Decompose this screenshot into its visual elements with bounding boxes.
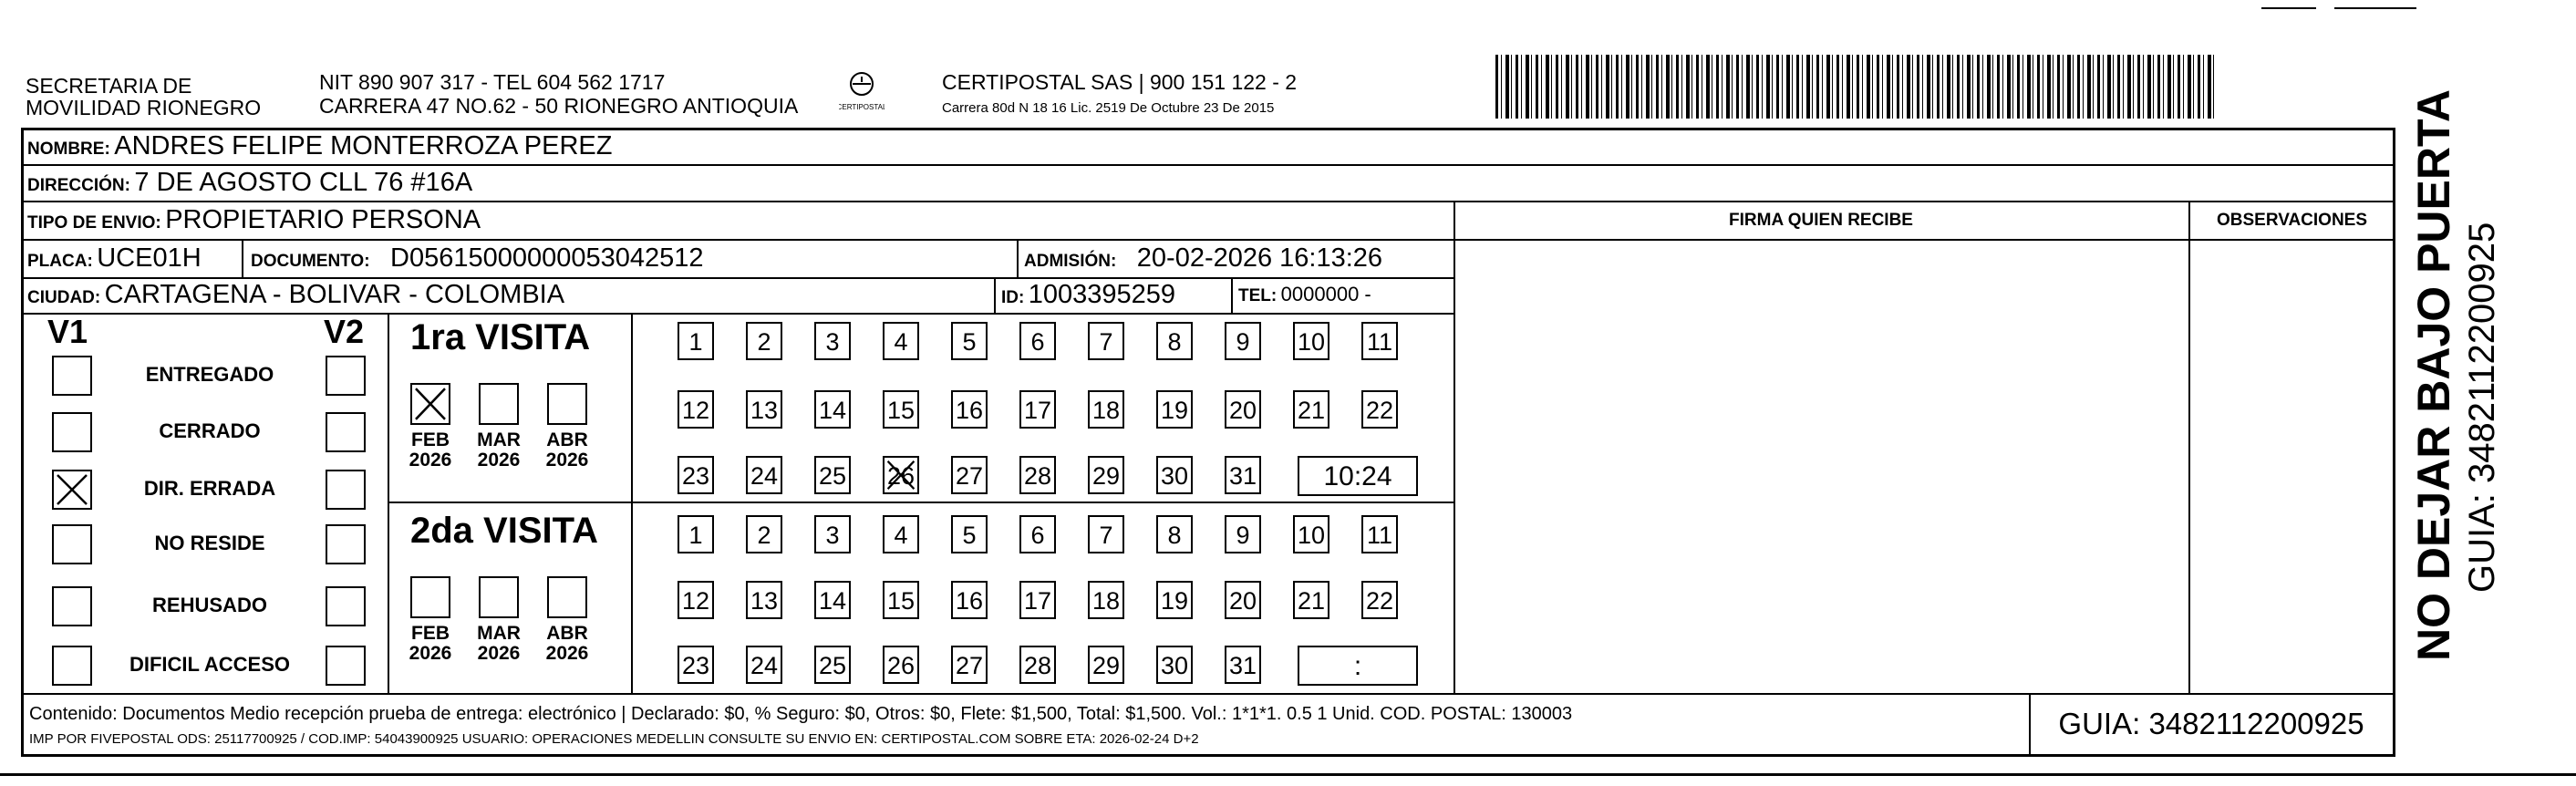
observations-header: OBSERVACIONES [2216, 211, 2368, 230]
month-label: ABR 2026 [545, 623, 589, 664]
first-visit-day[interactable]: 27 [951, 456, 988, 494]
signature-header: FIRMA QUIEN RECIBE [1729, 211, 1913, 230]
content-line: Contenido: Documentos Medio recepción prueba de entrega: electrónico | Declarado: $0, % Seguro: $0, Otros: $0, Flete: $1,500, Total: $1,500. Vol.: 1*1*1. 0.5 1 Unid. COD. POSTAL: 130003 [29, 704, 1573, 724]
v2-checkbox[interactable] [326, 470, 366, 510]
v2-checkbox[interactable] [326, 586, 366, 626]
admission-value: 20-02-2026 16:13:26 [1136, 243, 1383, 273]
month-label: FEB 2026 [409, 429, 452, 471]
first-visit-day[interactable]: 26 [883, 456, 919, 494]
second-visit-day[interactable]: 13 [746, 581, 782, 619]
corner-mark [2261, 7, 2316, 9]
city-value: CARTAGENA - BOLIVAR - COLOMBIA [104, 280, 565, 309]
rule [2394, 164, 2395, 693]
first-visit-day[interactable]: 22 [1361, 390, 1398, 429]
first-visit-title: 1ra VISITA [410, 317, 591, 357]
second-visit-day[interactable]: 6 [1019, 515, 1056, 553]
rule [388, 313, 389, 693]
entity-line1: SECRETARIA DE [26, 74, 192, 98]
name-row [27, 131, 613, 165]
second-visit-day[interactable]: 23 [678, 646, 714, 684]
address-label: DIRECCIÓN: [27, 176, 130, 195]
recipient-name: ANDRES FELIPE MONTERROZA PEREZ [114, 131, 613, 160]
logo-text: CERTIPOSTAL [839, 103, 885, 111]
admission-cell [1024, 243, 1382, 277]
certipostal-logo [839, 69, 885, 115]
v1-checkbox[interactable] [52, 356, 92, 396]
side-instruction: NO DEJAR BAJO PUERTA [2408, 89, 2459, 661]
first-visit-day[interactable]: 29 [1088, 456, 1124, 494]
address-line: CARRERA 47 NO.62 - 50 RIONEGRO ANTIOQUIA [319, 94, 799, 118]
document-label: DOCUMENTO: [251, 252, 370, 271]
second-visit-day[interactable]: 16 [951, 581, 988, 619]
first-visit-day[interactable]: 11 [1361, 322, 1398, 360]
city-cell [27, 280, 564, 314]
second-visit-day[interactable]: 25 [814, 646, 851, 684]
second-visit-day[interactable]: 5 [951, 515, 988, 553]
company-line: CERTIPOSTAL SAS | 900 151 122 - 2 [942, 70, 1298, 94]
first-visit-day[interactable]: 28 [1019, 456, 1056, 494]
imp-line: IMP POR FIVEPOSTAL ODS: 25117700925 / COD.IMP: 54043900925 USUARIO: OPERACIONES MEDELLIN CONSULTE SU ENVIO EN: CERTIPOSTAL.COM SOBRE ETA: 2026-02-24 D+2 [29, 731, 1199, 747]
second-visit-day[interactable]: 11 [1361, 515, 1398, 553]
v1-checkbox[interactable] [52, 586, 92, 626]
v2-checkbox[interactable] [326, 524, 366, 564]
rule [2188, 201, 2190, 693]
second-visit-day[interactable]: 29 [1088, 646, 1124, 684]
rule [21, 277, 1454, 279]
v2-label: V2 [324, 313, 365, 350]
first-visit-day[interactable]: 6 [1019, 322, 1056, 360]
license-line: Carrera 80d N 18 16 Lic. 2519 De Octubre 23 De 2015 [942, 100, 1275, 116]
status-label: REHUSADO [152, 594, 267, 616]
first-visit-day[interactable]: 7 [1088, 322, 1124, 360]
id-cell [1001, 280, 1175, 314]
first-visit-time[interactable]: 10:24 [1298, 456, 1418, 496]
first-visit-day[interactable]: 12 [678, 390, 714, 429]
rule [631, 313, 633, 693]
rule [0, 773, 2576, 776]
second-visit-title: 2da VISITA [410, 511, 598, 551]
type-row [27, 205, 481, 239]
first-visit-day[interactable]: 3 [814, 322, 851, 360]
entity-line2: MOVILIDAD RIONEGRO [26, 96, 262, 119]
first-visit-month-checkbox[interactable] [410, 383, 450, 425]
rule [1017, 239, 1019, 277]
first-visit-day[interactable]: 5 [951, 322, 988, 360]
rule [1231, 277, 1233, 313]
tel-value: 0000000 - [1280, 283, 1371, 305]
first-visit-day[interactable]: 16 [951, 390, 988, 429]
second-visit-day[interactable]: 9 [1225, 515, 1261, 553]
month-label: ABR 2026 [545, 429, 589, 471]
plate-value: UCE01H [97, 243, 202, 273]
v1-checkbox[interactable] [52, 412, 92, 452]
first-visit-day[interactable]: 10 [1293, 322, 1329, 360]
second-visit-day[interactable]: 10 [1293, 515, 1329, 553]
status-label: ENTREGADO [145, 363, 274, 386]
v2-checkbox[interactable] [326, 356, 366, 396]
second-visit-day[interactable]: 18 [1088, 581, 1124, 619]
type-label: TIPO DE ENVIO: [27, 213, 161, 233]
second-visit-day[interactable]: 24 [746, 646, 782, 684]
side-guide: GUIA: 3482112200925 [2462, 222, 2502, 593]
first-visit-day[interactable]: 19 [1156, 390, 1193, 429]
status-label: DIFICIL ACCESO [129, 653, 290, 676]
month-label: MAR 2026 [477, 623, 521, 664]
id-value: 1003395259 [1028, 280, 1176, 309]
status-label: CERRADO [159, 419, 261, 442]
second-visit-day[interactable]: 31 [1225, 646, 1261, 684]
month-label: MAR 2026 [477, 429, 521, 471]
city-label: CIUDAD: [27, 288, 101, 307]
second-visit-day[interactable]: 4 [883, 515, 919, 553]
footer-guide: GUIA: 3482112200925 [2058, 707, 2364, 740]
shipment-type: PROPIETARIO PERSONA [165, 205, 481, 234]
rule [242, 239, 243, 277]
barcode [1495, 55, 2216, 119]
second-visit-day[interactable]: 19 [1156, 581, 1193, 619]
first-visit-day[interactable]: 15 [883, 390, 919, 429]
first-visit-day[interactable]: 20 [1225, 390, 1261, 429]
v1-checkbox[interactable] [52, 524, 92, 564]
status-label: NO RESIDE [154, 532, 265, 554]
corner-mark [2334, 7, 2416, 9]
second-visit-day[interactable]: 26 [883, 646, 919, 684]
first-visit-day[interactable]: 24 [746, 456, 782, 494]
second-visit-day[interactable]: 8 [1156, 515, 1193, 553]
rule [1454, 201, 1455, 693]
rule [21, 239, 2395, 241]
first-visit-day[interactable]: 21 [1293, 390, 1329, 429]
second-visit-month-checkbox[interactable] [547, 576, 587, 618]
v2-checkbox[interactable] [326, 646, 366, 686]
second-visit-time[interactable]: : [1298, 646, 1418, 686]
rule [994, 277, 996, 313]
tel-label: TEL: [1238, 286, 1278, 305]
v2-checkbox[interactable] [326, 412, 366, 452]
second-visit-day[interactable]: 27 [951, 646, 988, 684]
second-visit-day[interactable]: 12 [678, 581, 714, 619]
first-visit-day[interactable]: 14 [814, 390, 851, 429]
second-visit-day[interactable]: 1 [678, 515, 714, 553]
v1-label: V1 [47, 313, 88, 350]
second-visit-day[interactable]: 3 [814, 515, 851, 553]
nit-line: NIT 890 907 317 - TEL 604 562 1717 [319, 70, 666, 94]
first-visit-day[interactable]: 13 [746, 390, 782, 429]
second-visit-day[interactable]: 30 [1156, 646, 1193, 684]
first-visit-day[interactable]: 4 [883, 322, 919, 360]
month-label: FEB 2026 [409, 623, 452, 664]
recipient-address: 7 DE AGOSTO CLL 76 #16A [134, 168, 473, 197]
first-visit-day[interactable]: 9 [1225, 322, 1261, 360]
second-visit-month-checkbox[interactable] [479, 576, 519, 618]
rule [388, 502, 1454, 503]
plate-cell [27, 243, 202, 277]
document-value: D05615000000053042512 [390, 243, 704, 273]
second-visit-day[interactable]: 22 [1361, 581, 1398, 619]
first-visit-day[interactable]: 18 [1088, 390, 1124, 429]
first-visit-day[interactable]: 2 [746, 322, 782, 360]
first-visit-day[interactable]: 30 [1156, 456, 1193, 494]
address-row [27, 168, 472, 202]
second-visit-day[interactable]: 7 [1088, 515, 1124, 553]
second-visit-day[interactable]: 21 [1293, 581, 1329, 619]
first-visit-day[interactable]: 8 [1156, 322, 1193, 360]
tel-cell [1238, 280, 1371, 312]
second-visit-day[interactable]: 14 [814, 581, 851, 619]
plate-label: PLACA: [27, 252, 93, 271]
first-visit-day[interactable]: 1 [678, 322, 714, 360]
second-visit-day[interactable]: 28 [1019, 646, 1056, 684]
first-visit-day[interactable]: 25 [814, 456, 851, 494]
second-visit-month-checkbox[interactable] [410, 576, 450, 618]
first-visit-month-checkbox[interactable] [479, 383, 519, 425]
document-cell [251, 243, 704, 277]
name-label: NOMBRE: [27, 140, 110, 159]
rule [21, 693, 2395, 695]
second-visit-day[interactable]: 17 [1019, 581, 1056, 619]
first-visit-day[interactable]: 17 [1019, 390, 1056, 429]
first-visit-day[interactable]: 31 [1225, 456, 1261, 494]
id-label: ID: [1001, 288, 1025, 307]
admission-label: ADMISIÓN: [1024, 252, 1117, 271]
v1-checkbox[interactable] [52, 470, 92, 510]
first-visit-month-checkbox[interactable] [547, 383, 587, 425]
status-label: DIR. ERRADA [143, 477, 276, 500]
second-visit-day[interactable]: 20 [1225, 581, 1261, 619]
second-visit-day[interactable]: 15 [883, 581, 919, 619]
v1-checkbox[interactable] [52, 646, 92, 686]
first-visit-day[interactable]: 23 [678, 456, 714, 494]
second-visit-day[interactable]: 2 [746, 515, 782, 553]
